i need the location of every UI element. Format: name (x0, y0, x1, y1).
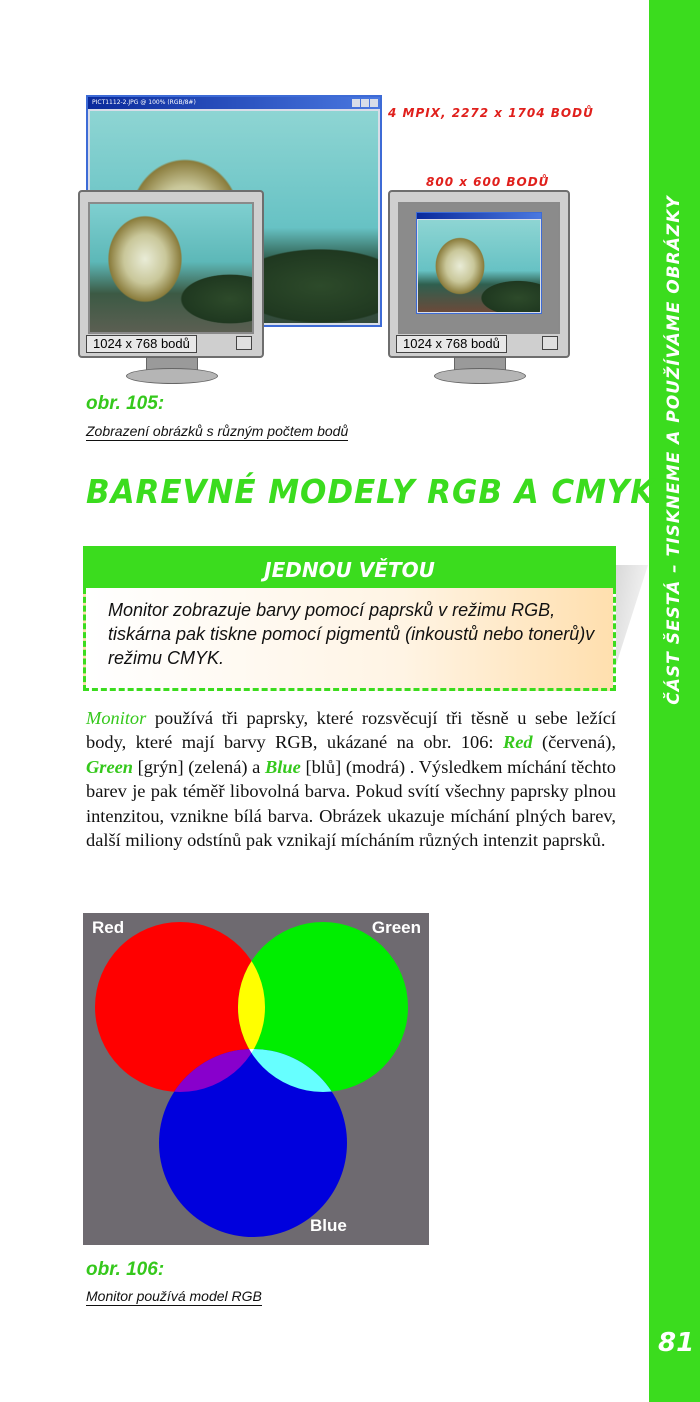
small-image-window (416, 212, 542, 314)
monitor-right-bezel-bar (394, 335, 564, 353)
paragraph-part-4: [blů] (modrá) . Výsledkem míchání těchto barev je pak téměř libovolná barva. Pokud svítí všechny paprsky plnou intenzitou, vznikne bílá barva. Obrázek ukazuje míchání plných barev, další miliony odstínů pak vznikají mícháním různých intenzit paprsků. (86, 756, 616, 851)
label-red: Red (92, 918, 125, 937)
tree-photo-small (418, 220, 540, 312)
label-blue: Blue (310, 1216, 347, 1235)
annotation-large-resolution: 4 MPIX, 2272 x 1704 BODŮ (388, 106, 594, 120)
monitor-right-screen (398, 202, 560, 334)
body-paragraph (86, 706, 616, 852)
term-monitor: Monitor (86, 708, 147, 728)
rgb-diagram (83, 913, 429, 1245)
page-number: 81 (658, 1328, 695, 1358)
term-blue: Blue (265, 756, 301, 777)
power-button-icon (542, 336, 558, 350)
paragraph-part-2: (červená), (532, 732, 616, 753)
annotation-small-resolution: 800 x 600 BODŮ (426, 175, 550, 189)
monitor-right (388, 190, 570, 358)
monitor-left-bezel-bar (84, 335, 258, 353)
term-red: Red (502, 732, 533, 753)
monitor-left-resolution: 1024 x 768 bodů (86, 335, 197, 353)
summary-box-text: Monitor zobrazuje barvy pomocí paprsků v režimu RGB, tiskárna pak tiskne pomocí pigmentů (inkoustů nebo tonerů)v režimu CMYK. (83, 588, 616, 691)
tree-photo-cropped (90, 204, 252, 332)
figure-105-caption: Zobrazení obrázků s různým počtem bodů (86, 423, 349, 439)
window-controls (352, 97, 380, 109)
rgb-circles-svg (83, 913, 429, 1245)
monitor-left (78, 190, 264, 358)
small-window-titlebar (417, 213, 541, 219)
monitor-left-screen (88, 202, 254, 334)
figure-106-number: obr. 106: (86, 1259, 165, 1280)
paragraph-part-1: používá tři paprsky, které rozsvěcují tři těsně u sebe ležící body, které mají barvy RGB, ukázané na obr. 106: (86, 708, 616, 753)
section-heading: BAREVNÉ MODELY RGB A CMYK (86, 472, 656, 511)
figure-106-caption: Monitor používá model RGB (86, 1288, 262, 1304)
window-title: PICT1112-2.JPG @ 100% (RGB/8#) (92, 99, 196, 106)
monitor-right-base (434, 368, 526, 384)
figure-105-number: obr. 105: (86, 393, 165, 414)
monitor-left-base (126, 368, 218, 384)
paragraph-part-3: [grýn] (zelená) a (133, 756, 266, 777)
power-button-icon (236, 336, 252, 350)
monitor-right-resolution: 1024 x 768 bodů (396, 335, 507, 353)
label-green: Green (371, 918, 421, 937)
summary-box-title: JEDNOU VĚTOU (83, 546, 616, 588)
chapter-title: ČÁST ŠESTÁ – TISKNEME A POUŽÍVÁME OBRÁZKY (664, 195, 684, 705)
window-titlebar (88, 97, 380, 109)
term-green: Green (86, 756, 133, 777)
